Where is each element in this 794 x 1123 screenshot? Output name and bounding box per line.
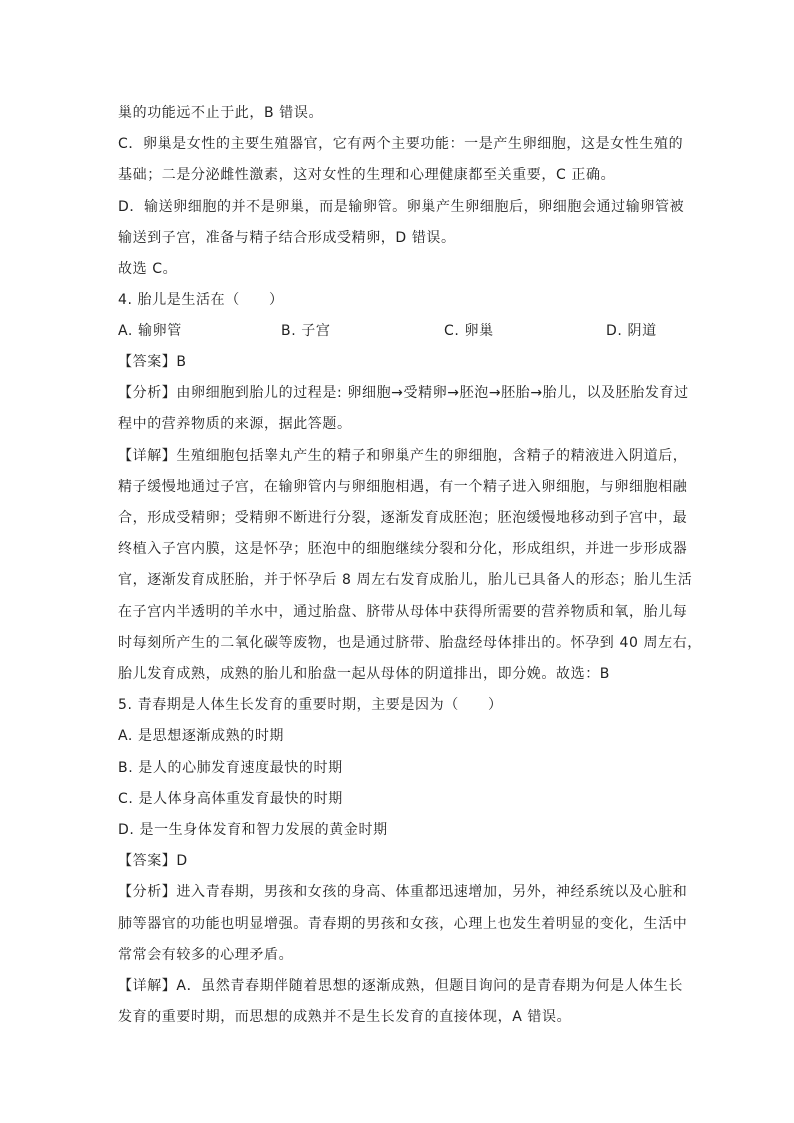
text-line: 合，形成受精卵；受精卵不断进行分裂，逐渐发育成胚泡；胚泡缓慢地移动到子宫中，最: [118, 510, 688, 526]
text-line: C．卵巢是女性的主要生殖器官，它有两个主要功能：一是产生卵细胞，这是女性生殖的: [118, 136, 684, 152]
text-line: 常常会有较多的心理矛盾。: [118, 947, 294, 963]
text-line: 在子宫内半透明的羊水中，通过胎盘、脐带从母体中获得所需要的营养物质和氧，胎儿每: [118, 604, 688, 620]
text-line: 输送到子宫，准备与精子结合形成受精卵，D 错误。: [118, 230, 456, 246]
q5-option-a: A. 是思想逐渐成熟的时期: [118, 728, 285, 744]
analysis-line: 【分析】由卵细胞到胎儿的过程是: 卵细胞→受精卵→胚泡→胚胎→胎儿，以及胚胎发育过: [118, 385, 689, 401]
text-line: 程中的营养物质的来源，据此答题。: [118, 416, 352, 432]
text-line: 时每刻所产生的二氧化碳等废物，也是通过脐带、胎盘经母体排出的。怀孕到 40 周左右，: [118, 635, 702, 651]
text-line: 胎儿发育成熟，成熟的胎儿和胎盘一起从母体的阴道排出，即分娩。故选：B: [118, 666, 611, 682]
text-line: 基础；二是分泌雌性激素，这对女性的生理和心理健康都至关重要，C 正确。: [118, 167, 616, 183]
answer-line: 【答案】B: [118, 354, 187, 370]
text-line: D．输送卵细胞的并不是卵巢，而是输卵管。卵巢产生卵细胞后，卵细胞会通过输卵管被: [118, 199, 685, 215]
analysis-line: 【分析】进入青春期，男孩和女孩的身高、体重都迅速增加，另外，神经系统以及心脏和: [118, 884, 688, 900]
q4-option-c: C. 卵巢: [444, 323, 494, 339]
text-line: 巢的功能远不止于此，B 错误。: [118, 105, 324, 121]
q5-option-c: C. 是人体身高体重发育最快的时期: [118, 791, 343, 807]
question-4: 4. 胎儿是生活在（ ）: [118, 292, 284, 308]
q4-option-a: A. 输卵管: [118, 323, 182, 339]
text-line: 精子缓慢地通过子宫，在输卵管内与卵细胞相遇，有一个精子进入卵细胞，与卵细胞相融: [118, 479, 688, 495]
detail-line: 【详解】A．虽然青春期伴随着思想的逐渐成熟，但题目询问的是青春期为何是人体生长: [118, 978, 683, 994]
q5-option-b: B. 是人的心肺发育速度最快的时期: [118, 760, 343, 776]
text-line: 肺等器官的功能也明显增强。青春期的男孩和女孩，心理上也发生着明显的变化，生活中: [118, 916, 688, 932]
q4-option-b: B. 子宫: [281, 323, 331, 339]
answer-line: 【答案】D: [118, 853, 188, 869]
detail-line: 【详解】生殖细胞包括睾丸产生的精子和卵巢产生的卵细胞，含精子的精液进入阴道后，: [118, 448, 688, 464]
q4-option-d: D. 阴道: [606, 323, 657, 339]
text-line: 发育的重要时期，而思想的成熟并不是生长发育的直接体现，A 错误。: [118, 1009, 572, 1025]
question-5: 5. 青春期是人体生长发育的重要时期，主要是因为（ ）: [118, 697, 503, 713]
text-line: 故选 C。: [118, 261, 178, 277]
q5-option-d: D. 是一生身体发育和智力发展的黄金时期: [118, 822, 388, 838]
text-line: 终植入子宫内膜，这是怀孕；胚泡中的细胞继续分裂和分化，形成组织，并进一步形成器: [118, 541, 688, 557]
text-line: 官，逐渐发育成胚胎，并于怀孕后 8 周左右发育成胎儿，胎儿已具备人的形态；胎儿生活: [118, 572, 693, 588]
